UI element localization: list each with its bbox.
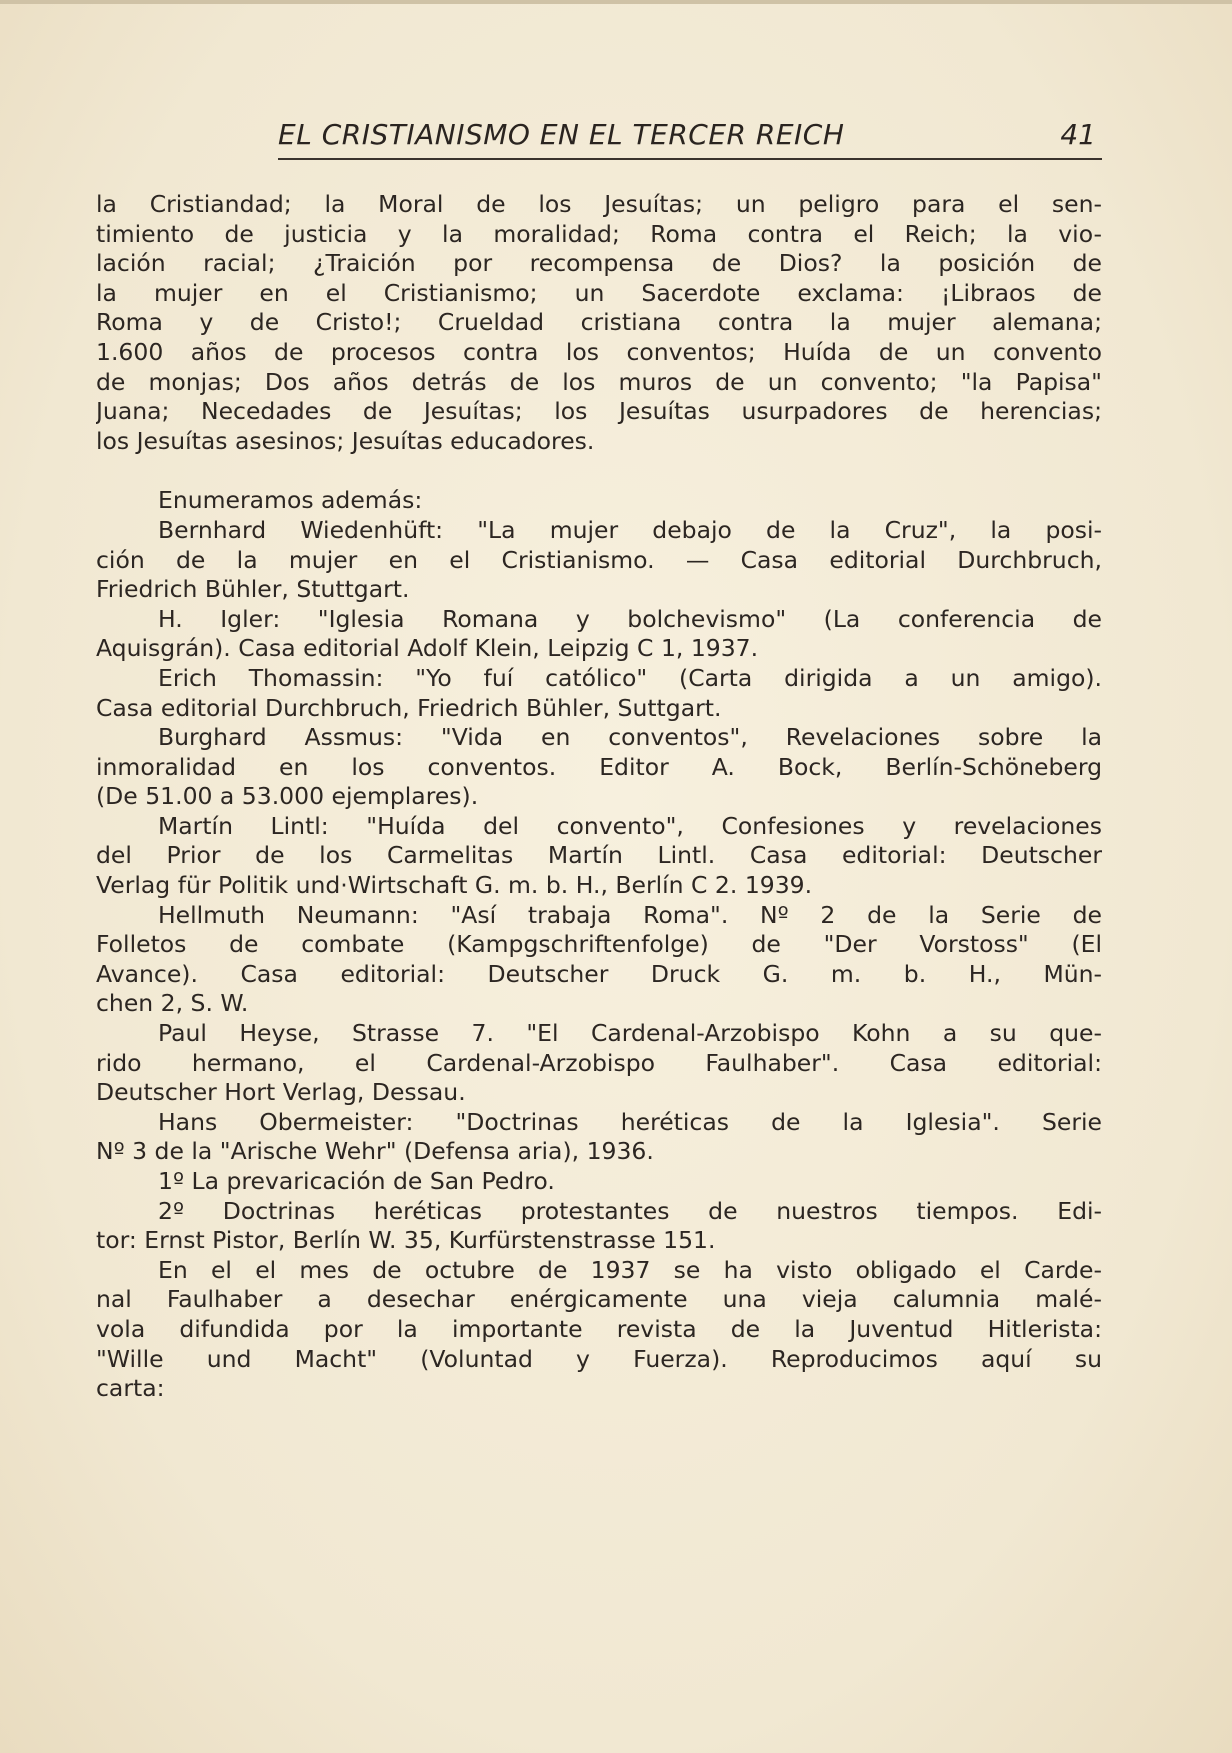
text-line: chen 2, S. W. xyxy=(96,989,249,1018)
paragraph xyxy=(96,1108,1102,1167)
paragraph xyxy=(96,486,1102,516)
text-line: de monjas; Dos años detrás de los muros de un convento; "la Papisa" xyxy=(96,367,1102,396)
text-line: vola difundida por la importante revista de la Juventud Hitlerista: xyxy=(96,1314,1102,1343)
text-line: Avance). Casa editorial: Deutscher Druck G. m. b. H., Mün- xyxy=(96,959,1102,988)
paragraph xyxy=(96,901,1102,1019)
text-line: Martín Lintl: "Huída del convento", Confesiones y revelaciones xyxy=(158,811,1102,840)
paragraph xyxy=(96,190,1102,456)
text-line: nal Faulhaber a desechar enérgicamente una vieja calumnia malé- xyxy=(96,1285,1102,1314)
text-line: Hans Obermeister: "Doctrinas heréticas de la Iglesia". Serie xyxy=(158,1107,1102,1136)
text-line: Juana; Necedades de Jesuítas; los Jesuítas usurpadores de herencias; xyxy=(96,397,1102,426)
text-line: 2º Doctrinas heréticas protestantes de nuestros tiempos. Edi- xyxy=(158,1196,1102,1225)
text-line: la Cristiandad; la Moral de los Jesuítas; un peligro para el sen- xyxy=(96,190,1102,218)
text-line: inmoralidad en los conventos. Editor A. Bock, Berlín-Schöneberg xyxy=(96,752,1102,781)
text-line: 1º La prevaricación de San Pedro. xyxy=(158,1167,555,1195)
text-line: Erich Thomassin: "Yo fuí católico" (Carta dirigida a un amigo). xyxy=(158,663,1102,692)
text-line: H. Igler: "Iglesia Romana y bolchevismo" (La conferencia de xyxy=(158,604,1102,633)
paragraph xyxy=(96,1167,1102,1197)
page-number: 41 xyxy=(1060,118,1096,151)
text-line: Verlag für Politik und·Wirtschaft G. m. b. H., Berlín C 2. 1939. xyxy=(96,871,813,900)
text-line: Bernhard Wiedenhüft: "La mujer debajo de la Cruz", la posi- xyxy=(158,515,1102,544)
text-line: Folletos de combate (Kampgschriftenfolge) de "Der Vorstoss" (El xyxy=(96,930,1102,959)
text-line: Roma y de Cristo!; Crueldad cristiana contra la mujer alemana; xyxy=(96,308,1102,337)
text-line: Casa editorial Durchbruch, Friedrich Bühler, Suttgart. xyxy=(96,693,722,722)
text-line: carta: xyxy=(96,1374,165,1403)
text-line: ción de la mujer en el Cristianismo. — Casa editorial Durchbruch, xyxy=(96,545,1102,574)
text-line: la mujer en el Cristianismo; un Sacerdote exclama: ¡Libraos de xyxy=(96,278,1102,307)
text-line: Friedrich Bühler, Stuttgart. xyxy=(96,575,410,604)
text-line: "Wille und Macht" (Voluntad y Fuerza). Reproducimos aquí su xyxy=(96,1344,1102,1373)
text-line: rido hermano, el Cardenal-Arzobispo Faulhaber". Casa editorial: xyxy=(96,1048,1102,1077)
paragraph xyxy=(96,1019,1102,1108)
text-line: del Prior de los Carmelitas Martín Lintl. Casa editorial: Deutscher xyxy=(96,841,1102,870)
text-line: Burghard Assmus: "Vida en conventos", Revelaciones sobre la xyxy=(158,723,1102,752)
text-line: Nº 3 de la "Arische Wehr" (Defensa aria), 1936. xyxy=(96,1137,654,1166)
page-top-edge xyxy=(0,0,1232,4)
text-line: Hellmuth Neumann: "Así trabaja Roma". Nº 2 de la Serie de xyxy=(158,900,1102,929)
paragraph xyxy=(96,605,1102,664)
text-line: Aquisgrán). Casa editorial Adolf Klein, Leipzig C 1, 1937. xyxy=(96,634,759,663)
paragraph xyxy=(96,516,1102,605)
paragraph xyxy=(96,664,1102,723)
paragraph xyxy=(96,723,1102,812)
running-title: EL CRISTIANISMO EN EL TERCER REICH xyxy=(278,118,845,151)
paragraph xyxy=(96,1197,1102,1256)
paragraph xyxy=(96,812,1102,901)
paragraph xyxy=(96,1256,1102,1404)
text-line: Enumeramos además: xyxy=(158,486,423,515)
text-line: timiento de justicia y la moralidad; Roma contra el Reich; la vio- xyxy=(96,219,1102,248)
header-rule xyxy=(278,158,1102,160)
text-line: (De 51.00 a 53.000 ejemplares). xyxy=(96,782,479,811)
text-line: lación racial; ¿Traición por recompensa de Dios? la posición de xyxy=(96,249,1102,278)
text-line: Deutscher Hort Verlag, Dessau. xyxy=(96,1078,466,1107)
text-line: En el el mes de octubre de 1937 se ha visto obligado el Carde- xyxy=(158,1255,1102,1284)
text-line: 1.600 años de procesos contra los conventos; Huída de un convento xyxy=(96,337,1102,366)
body-text xyxy=(96,190,1102,1404)
paragraph-gap xyxy=(96,456,1102,486)
text-line: Paul Heyse, Strasse 7. "El Cardenal-Arzobispo Kohn a su que- xyxy=(158,1019,1102,1048)
text-line: tor: Ernst Pistor, Berlín W. 35, Kurfürstenstrasse 151. xyxy=(96,1226,716,1255)
running-header xyxy=(278,118,1100,162)
text-line: los Jesuítas asesinos; Jesuítas educadores. xyxy=(96,426,595,455)
